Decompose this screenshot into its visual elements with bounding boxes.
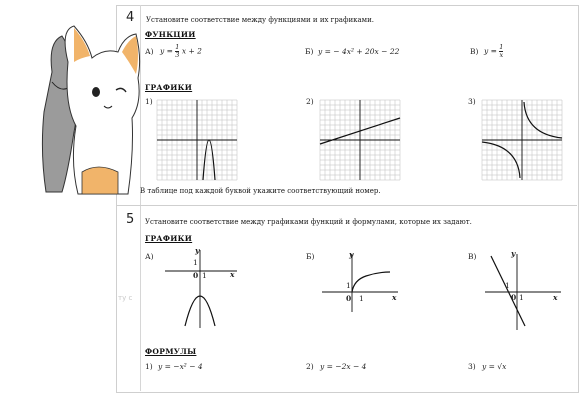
task-divider — [117, 205, 577, 206]
formula-1-number: 1) — [145, 362, 153, 371]
formula-3: y = √x — [482, 362, 507, 371]
graph-a-origin: 0 — [193, 271, 199, 280]
task-4-instruction: Установите соответствие между функциями и их графиками. — [146, 16, 375, 24]
graph-c-y-label: y — [511, 249, 516, 258]
formula-1: y = −x² − 4 — [158, 362, 203, 371]
graph-b-tick-one-y: 1 — [346, 281, 351, 290]
graph-c-tick-one-y: 1 — [505, 281, 510, 290]
formula-2: y = −2x − 4 — [320, 362, 367, 371]
task-5-number: 5 — [126, 212, 135, 227]
graph-c-origin: 0 — [511, 293, 517, 302]
function-b-formula: y = − 4x² + 20x − 22 — [318, 47, 400, 56]
function-a-formula: y = $\frac{1}{3}$ x + 2 — [160, 43, 202, 59]
graphs-heading-4: ГРАФИКИ — [145, 83, 193, 92]
graph-b-sqrt-curve — [322, 254, 402, 314]
functions-heading: ФУНКЦИИ — [145, 30, 196, 39]
graph-a-downward-parabola — [165, 246, 245, 330]
graph-b-origin: 0 — [346, 294, 352, 303]
watermark: ту с — [118, 294, 133, 302]
formula-3-number: 3) — [468, 362, 476, 371]
graph-a-tick-one-x: 1 — [202, 271, 207, 280]
graph-2-line — [320, 100, 400, 180]
graph-c-tick-one-x: 1 — [519, 293, 524, 302]
graph-c-x-label: x — [553, 293, 558, 302]
graph-c-decreasing-line — [485, 252, 565, 332]
graph-a-y-label: y — [195, 246, 200, 255]
graph-a-tick-one-y: 1 — [193, 258, 198, 267]
function-a-letter: А) — [145, 47, 154, 56]
cats-sticker — [38, 22, 142, 200]
function-c-letter: В) — [470, 47, 479, 56]
task-5-instruction: Установите соответствие между графиками функций и формулами, которые их задают. — [145, 218, 472, 226]
graph-1-parabola — [157, 100, 237, 180]
graph-b-label: Б) — [306, 252, 315, 261]
graph-1-label: 1) — [145, 97, 153, 106]
graph-b-y-label: y — [349, 250, 354, 259]
graph-2-label: 2) — [306, 97, 314, 106]
graph-a-label: А) — [145, 252, 154, 261]
worksheet — [116, 5, 579, 393]
formula-2-number: 2) — [306, 362, 314, 371]
graph-b-tick-one-x: 1 — [359, 294, 364, 303]
function-c-formula: y = $\frac{1}{x}$ — [484, 43, 504, 59]
function-b-letter: Б) — [305, 47, 314, 56]
graph-b-x-label: x — [392, 293, 397, 302]
graph-3-hyperbola — [482, 100, 562, 180]
task-4-footer: В таблице под каждой буквой укажите соответствующий номер. — [140, 187, 381, 195]
graph-a-x-label: x — [230, 270, 235, 279]
graph-c-label: В) — [468, 252, 477, 261]
graphs-heading-5: ГРАФИКИ — [145, 234, 193, 243]
graph-3-label: 3) — [468, 97, 476, 106]
formulas-heading: ФОРМУЛЫ — [145, 347, 197, 356]
task-4-number: 4 — [126, 10, 135, 25]
